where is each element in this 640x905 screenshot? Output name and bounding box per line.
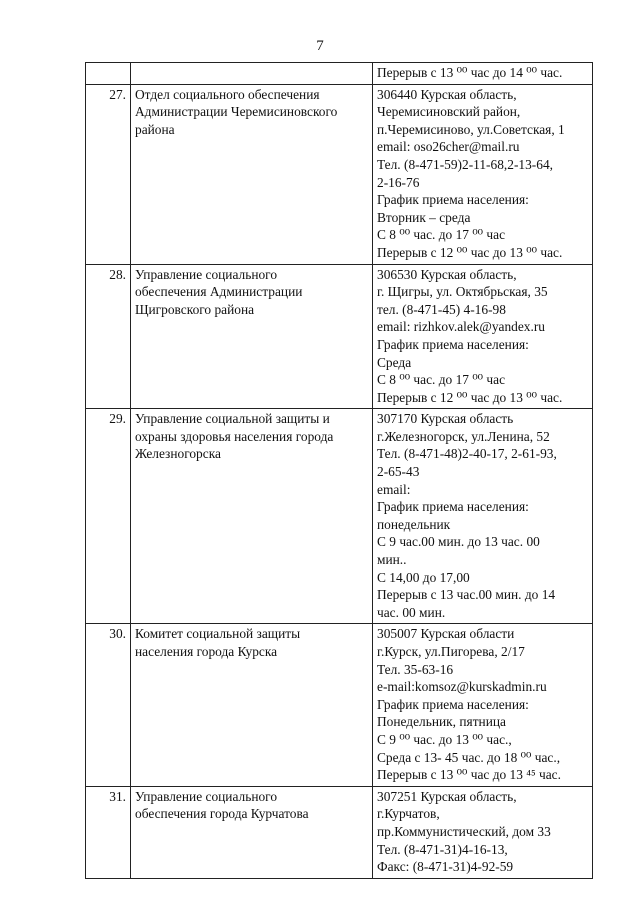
organization-name-line: Щигровского района <box>135 301 255 317</box>
info-line: email: rizhkov.alek@yandex.ru <box>377 319 545 335</box>
contact-info-cell <box>373 63 593 85</box>
contact-info-cell <box>373 624 593 786</box>
organization-name-line: Управление социального <box>135 788 278 804</box>
table-body <box>86 63 593 879</box>
organization-name-line: охраны здоровья населения города <box>135 428 334 444</box>
info-line: Черемисиновский район, <box>377 104 521 120</box>
info-line: 306440 Курская область, <box>377 86 517 102</box>
row-number-cell: 27. <box>86 84 131 264</box>
info-line: Вторник – среда <box>377 209 471 225</box>
info-line: 2-16-76 <box>377 174 420 190</box>
info-line: График приема населения: <box>377 192 529 208</box>
organization-name-cell <box>131 84 373 264</box>
organization-name-line: Администрации Черемисиновского <box>135 104 338 120</box>
info-line: Перерыв с 13 ⁰⁰ час до 13 ⁴⁵ час. <box>377 767 561 783</box>
info-line: С 8 ⁰⁰ час. до 17 ⁰⁰ час <box>377 372 506 388</box>
info-line: email: <box>377 481 411 497</box>
info-line: тел. (8-471-45) 4-16-98 <box>377 301 506 317</box>
info-line: email: oso26cher@mail.ru <box>377 139 520 155</box>
info-line: Перерыв с 13 ⁰⁰ час до 14 ⁰⁰ час. <box>377 65 563 80</box>
info-line: г.Курск, ул.Пигорева, 2/17 <box>377 644 525 659</box>
page-number: 7 <box>316 38 324 54</box>
info-line: Факс: (8-471-31)4-92-59 <box>377 859 514 875</box>
info-line: 2-65-43 <box>377 464 420 480</box>
info-line: г.Курчатов, <box>377 806 440 822</box>
organization-name-line: района <box>135 121 175 137</box>
table-row <box>86 264 593 409</box>
info-line: Тел. (8-471-31)4-16-13, <box>377 841 508 857</box>
contact-info-cell <box>373 264 593 409</box>
row-number-cell <box>86 63 131 85</box>
info-line: Тел. 35-63-16 <box>377 661 454 677</box>
row-number-cell: 29. <box>86 409 131 624</box>
organization-name-cell <box>131 624 373 786</box>
info-line: час. 00 мин. <box>377 604 446 620</box>
row-number-cell: 31. <box>86 786 131 878</box>
info-line: Тел. (8-471-48)2-40-17, 2-61-93, <box>377 446 557 462</box>
contact-info-cell <box>373 84 593 264</box>
organization-name-line: Отдел социального обеспечения <box>135 86 320 102</box>
info-line: Перерыв с 12 ⁰⁰ час до 13 ⁰⁰ час. <box>377 244 563 260</box>
organization-name-cell <box>131 786 373 878</box>
contact-info-cell <box>373 409 593 624</box>
organization-name-line: Комитет социальной защиты <box>135 626 301 642</box>
organization-name-line: Железногорска <box>135 446 221 462</box>
table-row <box>86 409 593 624</box>
info-line: График приема населения: <box>377 336 529 352</box>
contact-info-cell <box>373 786 593 878</box>
info-line: e-mail:komsoz@kurskadmin.ru <box>377 679 547 695</box>
info-line: График приема населения: <box>377 696 529 712</box>
organization-name-line: обеспечения города Курчатова <box>135 806 309 822</box>
row-number-cell: 30. <box>86 624 131 786</box>
info-line: С 8 ⁰⁰ час. до 17 ⁰⁰ час <box>377 227 506 243</box>
row-number-cell: 28. <box>86 264 131 409</box>
info-line: понедельник <box>377 516 451 532</box>
info-line: г.Железногорск, ул.Ленина, 52 <box>377 428 550 444</box>
info-line: 305007 Курская области <box>377 626 515 642</box>
organization-name-line: обеспечения Администрации <box>135 284 303 300</box>
organization-name-line: Управление социального <box>135 266 278 282</box>
table-row <box>86 624 593 786</box>
info-line: Тел. (8-471-59)2-11-68,2-13-64, <box>377 156 553 172</box>
info-line: пр.Коммунистический, дом 33 <box>377 823 551 839</box>
info-line: п.Черемисиново, ул.Советская, 1 <box>377 121 565 137</box>
organization-name-line: населения города Курска <box>135 644 278 659</box>
info-line: Среда с 13- 45 час. до 18 ⁰⁰ час., <box>377 749 561 765</box>
info-line: Перерыв с 13 час.00 мин. до 14 <box>377 587 556 603</box>
info-line: 307170 Курская область <box>377 411 514 427</box>
table-row <box>86 84 593 264</box>
info-line: Среда <box>377 354 412 370</box>
table-row-continued <box>86 63 593 85</box>
organization-name-cell <box>131 409 373 624</box>
table-row <box>86 786 593 878</box>
info-line: мин.. <box>377 552 407 568</box>
info-line: С 14,00 до 17,00 <box>377 569 470 585</box>
social-services-table <box>85 62 593 879</box>
info-line: С 9 ⁰⁰ час. до 13 ⁰⁰ час., <box>377 731 512 747</box>
info-line: г. Щигры, ул. Октябрьская, 35 <box>377 284 548 300</box>
info-line: Перерыв с 12 ⁰⁰ час до 13 ⁰⁰ час. <box>377 389 563 405</box>
info-line: 307251 Курская область, <box>377 788 517 804</box>
organization-name-cell <box>131 264 373 409</box>
info-line: 306530 Курская область, <box>377 266 517 282</box>
organization-name-cell <box>131 63 373 85</box>
organization-name-line: Управление социальной защиты и <box>135 411 330 427</box>
info-line: С 9 час.00 мин. до 13 час. 00 <box>377 534 540 550</box>
info-line: Понедельник, пятница <box>377 714 506 730</box>
info-line: График приема населения: <box>377 499 529 515</box>
